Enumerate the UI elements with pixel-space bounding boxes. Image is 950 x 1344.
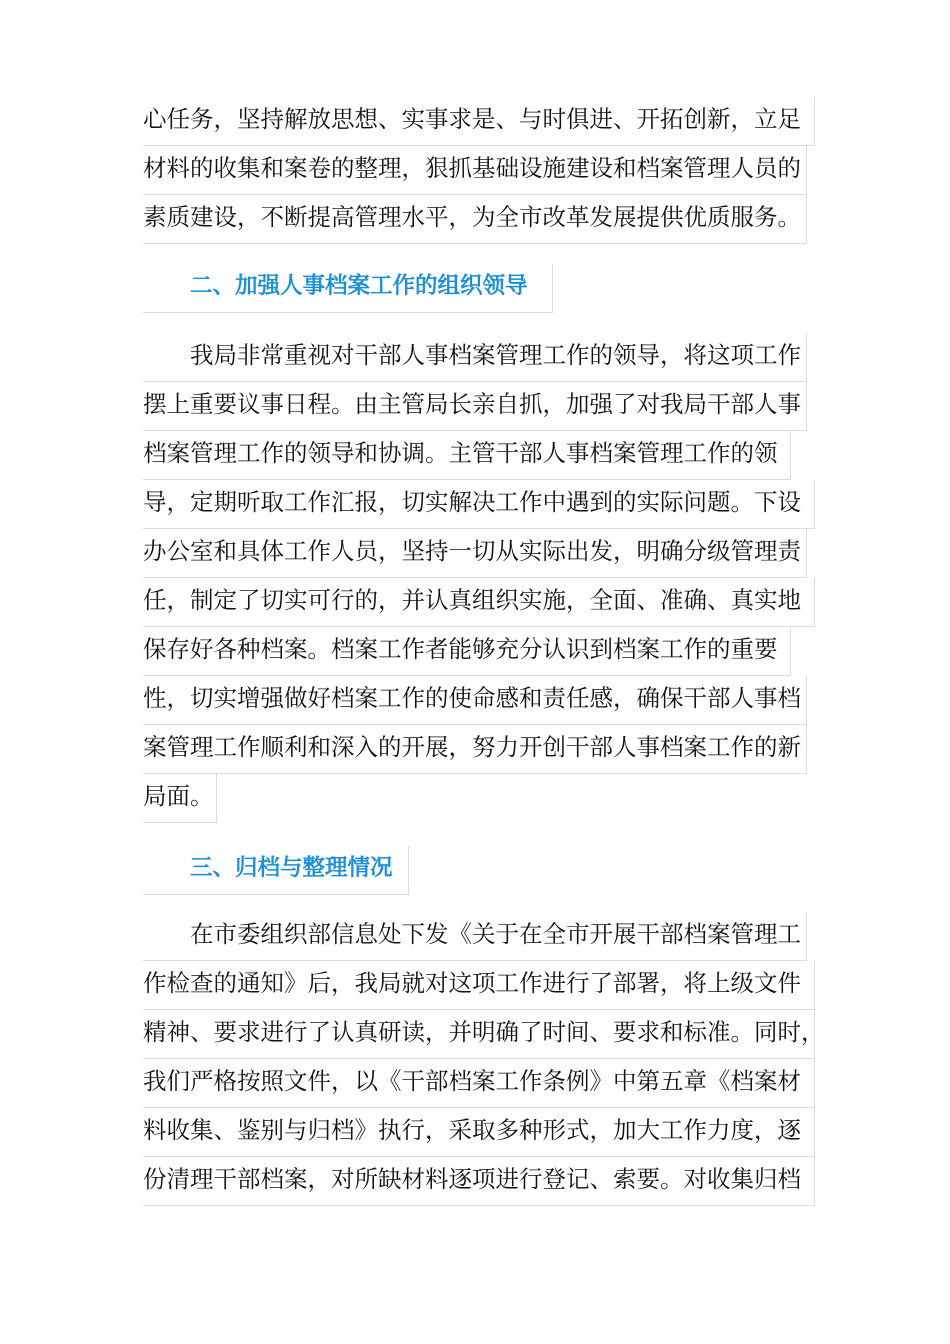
paragraph-line: 办公室和具体工作人员，坚持一切从实际出发，明确分级管理责 [143,529,807,578]
paragraph-line: 案管理工作顺利和深入的开展，努力开创干部人事档案工作的新 [143,725,807,774]
paragraph-line: 我们严格按照文件，以《干部档案工作条例》中第五章《档案材 [143,1059,815,1108]
paragraph-line: 我局非常重视对干部人事档案管理工作的领导，将这项工作 [143,333,807,382]
paragraph-line: 局面。 [143,774,217,823]
paragraph-line: 导，定期听取工作汇报，切实解决工作中遇到的实际问题。下设 [143,480,815,529]
paragraph-line: 性，切实增强做好档案工作的使命感和责任感，确保干部人事档 [143,676,807,725]
paragraph-line: 精神、要求进行了认真研读，并明确了时间、要求和标准。同时， [143,1010,815,1059]
paragraph-line: 档案管理工作的领导和协调。主管干部人事档案管理工作的领 [143,431,791,480]
section-heading: 三、归档与整理情况 [143,846,409,895]
paragraph-line: 料收集、鉴别与归档》执行，采取多种形式，加大工作力度，逐 [143,1108,815,1157]
paragraph-line: 材料的收集和案卷的整理，狠抓基础设施建设和档案管理人员的 [143,146,807,195]
paragraph-line: 摆上重要议事日程。由主管局长亲自抓，加强了对我局干部人事 [143,382,807,431]
paragraph-line: 份清理干部档案，对所缺材料逐项进行登记、索要。对收集归档 [143,1157,815,1206]
paragraph-line: 任，制定了切实可行的，并认真组织实施，全面、准确、真实地 [143,578,815,627]
paragraph-line: 心任务，坚持解放思想、实事求是、与时俱进、开拓创新，立足 [143,97,815,146]
paragraph-line: 保存好各种档案。档案工作者能够充分认识到档案工作的重要 [143,627,791,676]
section-heading: 二、加强人事档案工作的组织领导 [143,264,553,313]
paragraph-line: 素质建设，不断提高管理水平，为全市改革发展提供优质服务。 [143,195,807,244]
paragraph-line: 作检查的通知》后，我局就对这项工作进行了部署，将上级文件 [143,961,815,1010]
paragraph-line: 在市委组织部信息处下发《关于在全市开展干部档案管理工 [143,912,807,961]
